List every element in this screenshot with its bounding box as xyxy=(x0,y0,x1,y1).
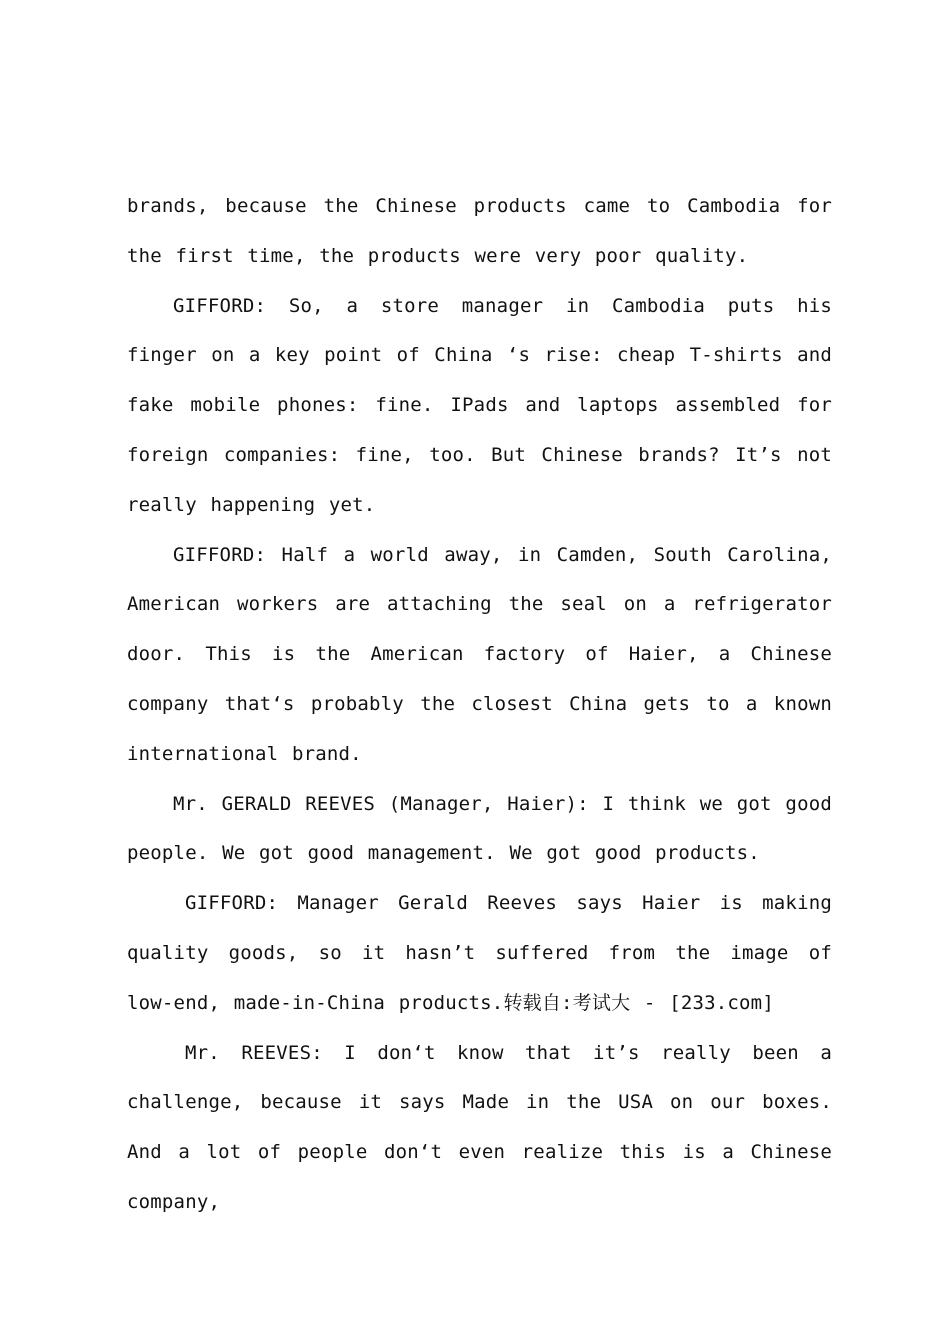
paragraph-2: GIFFORD: So, a store manager in Cambodia puts his finger on a key point of China ‘s rise: cheap T-shirts and fake mobile phones: fine. IPads and laptops assembled for foreign companies: fine, too. But Chinese brands? It’s not really happening yet. xyxy=(127,294,832,516)
paragraph-5: GIFFORD: Manager Gerald Reeves says Haier is making quality goods, so it hasn’t suffered from the image of low-end, made-in-China products.转载自:考试大 - [233.com] xyxy=(127,892,832,1014)
paragraph-4: Mr. GERALD REEVES (Manager, Haier): I think we got good people. We got good management. We got good products. xyxy=(127,792,832,865)
document-body xyxy=(127,182,832,1228)
paragraph-6: Mr. REEVES: I don‘t know that it’s really been a challenge, because it says Made in the USA on our boxes. And a lot of people don‘t even realize this is a Chinese company, xyxy=(127,1041,832,1213)
paragraph-3: GIFFORD: Half a world away, in Camden, South Carolina, American workers are attaching the seal on a refrigerator door. This is the American factory of Haier, a Chinese company that‘s probably the closest China gets to a known international brand. xyxy=(127,543,832,765)
paragraph-1: brands, because the Chinese products came to Cambodia for the first time, the products were very poor quality. xyxy=(127,195,832,267)
